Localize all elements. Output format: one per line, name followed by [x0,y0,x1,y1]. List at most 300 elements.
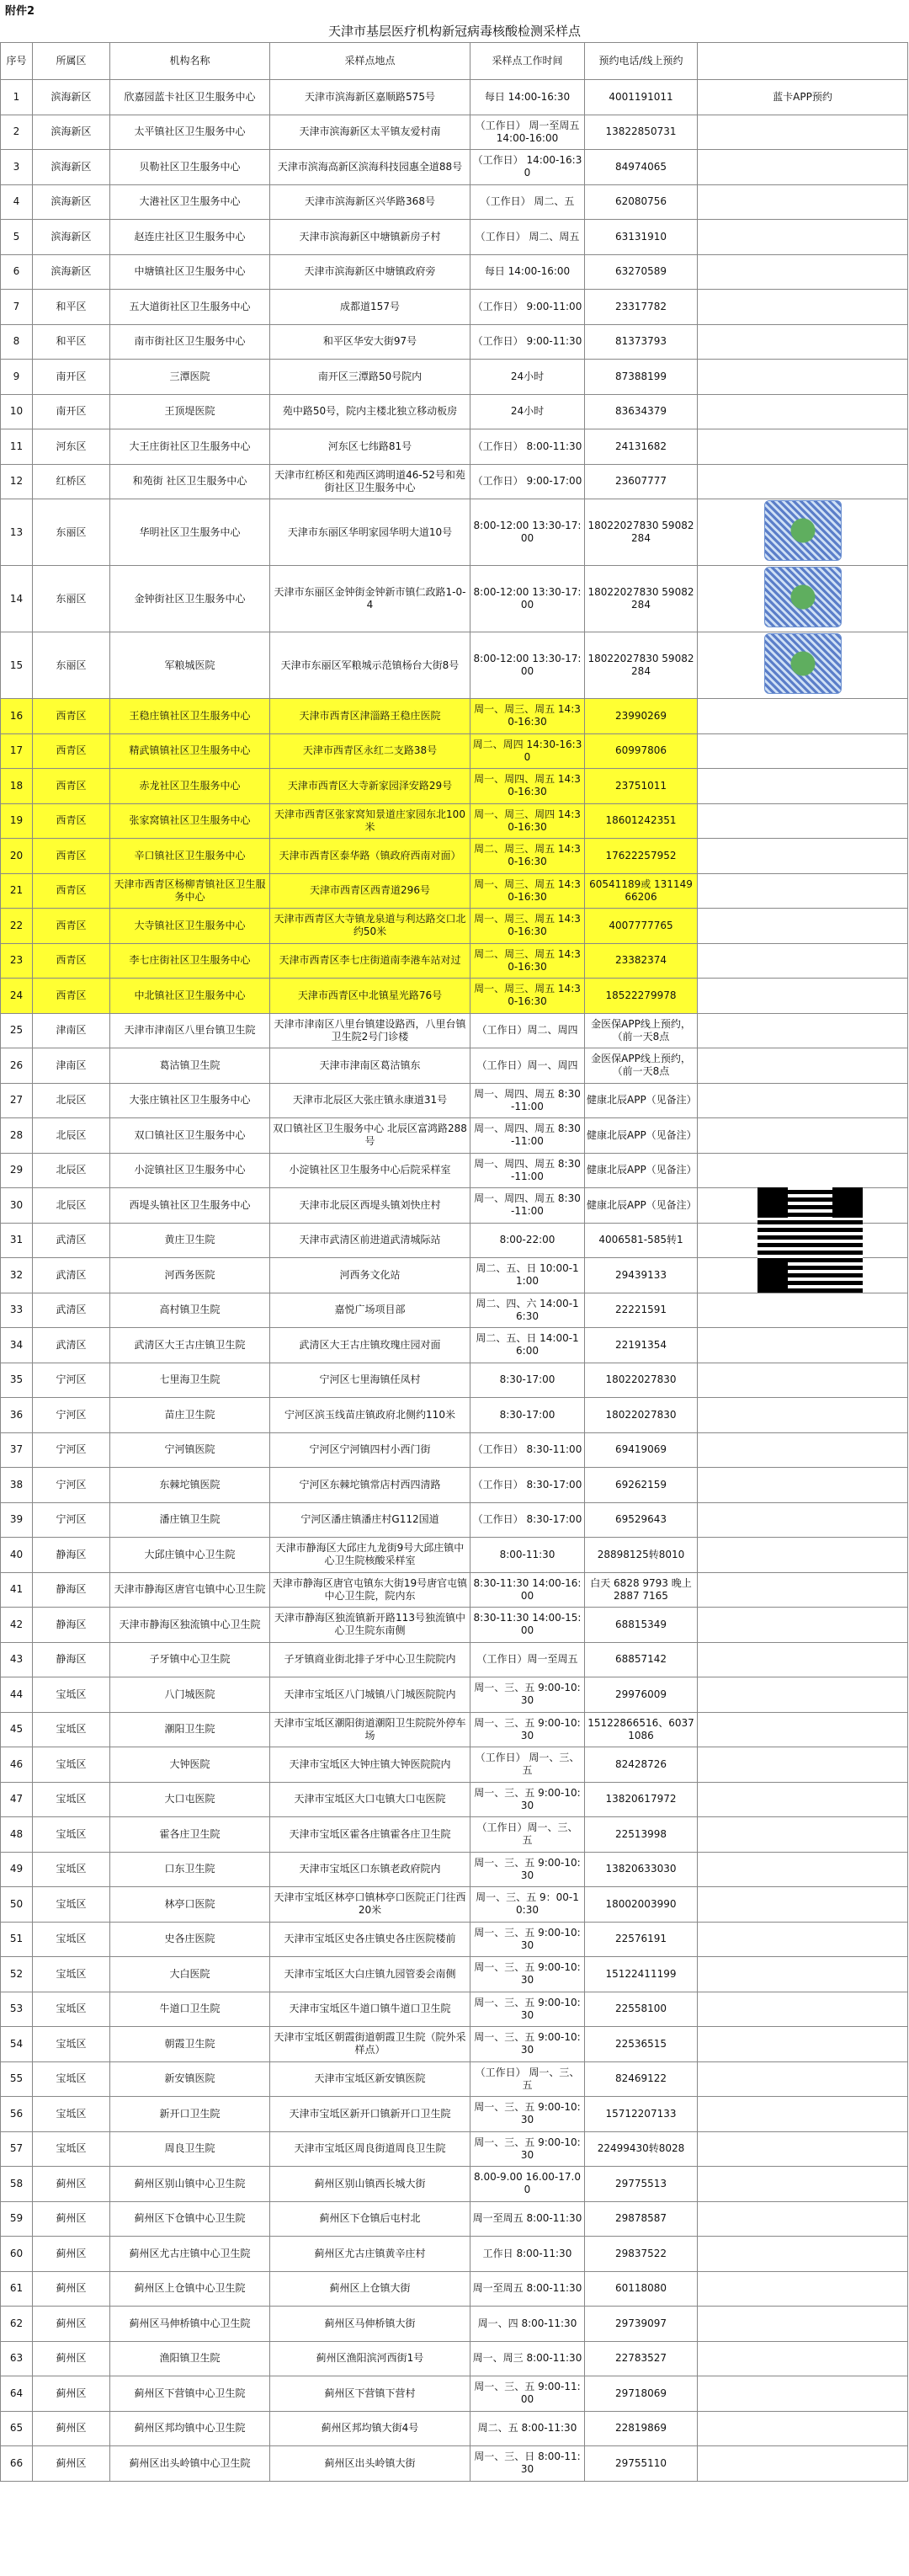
cell-no: 29 [1,1153,33,1188]
cell-hours: 周一、三、五 9:00-10:30 [470,1677,585,1713]
cell-org: 天津市西青区杨柳青镇社区卫生服务中心 [110,873,270,909]
table-row [1,499,908,566]
table-row [1,803,908,839]
cell-phone: 29775513 [585,2167,698,2202]
attachment-label: 附件2 [5,5,35,18]
table-row [1,1747,908,1783]
cell-hours: 周一、周四、周五 8:30-11:00 [470,1118,585,1154]
cell-no: 21 [1,873,33,909]
cell-district: 西青区 [33,803,110,839]
cell-addr: 双口镇社区卫生服务中心 北辰区富鸿路288号 [270,1118,470,1154]
table-row [1,769,908,804]
cell-hours: 周一、三、五 9:00-11:00 [470,2376,585,2412]
cell-hours: 周二、周四 14:30-16:30 [470,733,585,769]
table-row [1,115,908,150]
cell-hours: 周一、周四、周五 8:30-11:00 [470,1188,585,1224]
cell-extra [698,1642,908,1677]
cell-no: 49 [1,1852,33,1887]
cell-district: 宝坻区 [33,2027,110,2062]
cell-district: 北辰区 [33,1118,110,1154]
cell-phone: 18022027830 59082284 [585,566,698,632]
table-row [1,1887,908,1923]
cell-addr: 宁河区东棘坨镇常店村西四清路 [270,1468,470,1503]
cell-hours: 周一至周五 8:00-11:30 [470,2201,585,2237]
cell-addr: 天津市宝坻区潮阳街道潮阳卫生院院外停车场 [270,1712,470,1747]
cell-no: 34 [1,1328,33,1363]
cell-addr: 宁河区七里海镇任凤村 [270,1363,470,1398]
cell-org: 林亭口医院 [110,1887,270,1923]
cell-addr: 天津市滨海新区嘉顺路575号 [270,80,470,115]
cell-extra [698,2061,908,2097]
cell-addr: 蓟州区出头岭镇大街 [270,2446,470,2482]
cell-hours: （工作日） 周二、五 [470,184,585,220]
cell-district: 宁河区 [33,1502,110,1538]
cell-org: 大白医院 [110,1957,270,1992]
cell-no: 50 [1,1887,33,1923]
cell-addr: 天津市东丽区华明家园华明大道10号 [270,499,470,566]
cell-phone: 4001191011 [585,80,698,115]
cell-addr: 天津市宝坻区牛道口镇牛道口卫生院 [270,1992,470,2027]
cell-addr: 天津市滨海新区中塘镇新房子村 [270,220,470,255]
cell-hours: 8:30-11:30 14:00-15:00 [470,1608,585,1643]
cell-district: 津南区 [33,1048,110,1084]
cell-phone: 29837522 [585,2237,698,2272]
cell-addr: 蓟州区邦均镇大街4号 [270,2411,470,2446]
cell-phone: 29739097 [585,2307,698,2342]
cell-org: 大邱庄镇中心卫生院 [110,1538,270,1573]
cell-no: 62 [1,2307,33,2342]
cell-extra [698,360,908,395]
cell-extra [698,1083,908,1118]
cell-district: 西青区 [33,733,110,769]
cell-no: 30 [1,1188,33,1224]
cell-extra [698,429,908,465]
cell-extra [698,566,908,632]
cell-org: 新开口卫生院 [110,2097,270,2132]
cell-phone: 29976009 [585,1677,698,1713]
cell-district: 滨海新区 [33,80,110,115]
cell-phone: 22536515 [585,2027,698,2062]
cell-phone: 17622257952 [585,839,698,874]
cell-addr: 小淀镇社区卫生服务中心后院采样室 [270,1153,470,1188]
table-row [1,839,908,874]
cell-phone: 23317782 [585,290,698,325]
table-row [1,2201,908,2237]
cell-addr: 天津市宝坻区八门城镇八门城医院院内 [270,1677,470,1713]
table-row [1,1642,908,1677]
cell-phone: 18022027830 [585,1398,698,1433]
cell-district: 静海区 [33,1538,110,1573]
cell-phone: 29718069 [585,2376,698,2412]
cell-extra [698,220,908,255]
cell-no: 18 [1,769,33,804]
cell-phone: 82469122 [585,2061,698,2097]
table-row [1,184,908,220]
cell-hours: （工作日）周二、周四 [470,1013,585,1048]
cell-hours: 8:30-17:00 [470,1363,585,1398]
table-row [1,1363,908,1398]
cell-phone: 29878587 [585,2201,698,2237]
cell-org: 口东卫生院 [110,1852,270,1887]
cell-hours: 周一、周三、周四 14:30-16:30 [470,803,585,839]
cell-hours: 8.00-9.00 16.00-17.00 [470,2167,585,2202]
cell-hours: （工作日） 8:30-17:00 [470,1502,585,1538]
cell-extra [698,1957,908,1992]
cell-org: 河西务医院 [110,1258,270,1293]
table-row [1,1817,908,1853]
cell-org: 牛道口卫生院 [110,1992,270,2027]
table-row [1,2307,908,2342]
cell-addr: 蓟州区尤古庄镇黄辛庄村 [270,2237,470,2272]
cell-extra [698,184,908,220]
cell-phone: 18002003990 [585,1887,698,1923]
cell-org: 八门城医院 [110,1677,270,1713]
qr-code-icon [764,633,842,694]
header-no: 序号 [1,43,33,80]
cell-org: 蓟州区邦均镇中心卫生院 [110,2411,270,2446]
cell-hours: 周一、周三、周五 14:30-16:30 [470,873,585,909]
cell-addr: 天津市静海区大邱庄九龙街9号大邱庄镇中心卫生院核酸采样室 [270,1538,470,1573]
cell-org: 军粮城医院 [110,632,270,699]
cell-addr: 天津市东丽区金钟街金钟新市镇仁政路1-0-4 [270,566,470,632]
header-phone: 预约电话/线上预约 [585,43,698,80]
cell-phone: 13822850731 [585,115,698,150]
table-row [1,1782,908,1817]
table-row [1,632,908,699]
cell-org: 贝勒社区卫生服务中心 [110,150,270,185]
cell-addr: 天津市滨海高新区滨海科技园惠全道88号 [270,150,470,185]
cell-no: 8 [1,324,33,360]
cell-no: 44 [1,1677,33,1713]
cell-addr: 成都道157号 [270,290,470,325]
cell-org: 大寺镇社区卫生服务中心 [110,909,270,944]
table-row [1,394,908,429]
cell-hours: 周一、周三、周五 14:30-16:30 [470,699,585,734]
table-row [1,1538,908,1573]
cell-hours: 周一、周三、周五 14:30-16:30 [470,909,585,944]
cell-no: 65 [1,2411,33,2446]
cell-extra [698,769,908,804]
cell-no: 19 [1,803,33,839]
cell-addr: 天津市静海区唐官屯镇东大街19号唐官屯镇中心卫生院，院内东 [270,1572,470,1608]
cell-no: 46 [1,1747,33,1783]
table-row [1,1502,908,1538]
cell-extra [698,1153,908,1188]
cell-extra [698,2131,908,2167]
cell-extra [698,909,908,944]
cell-hours: 周二、五 8:00-11:30 [470,2411,585,2446]
cell-no: 17 [1,733,33,769]
cell-no: 61 [1,2271,33,2307]
cell-extra [698,1677,908,1713]
table-row [1,909,908,944]
jiankang-beichen-qr-icon [758,1187,863,1293]
cell-hours: （工作日） 8:00-11:30 [470,429,585,465]
cell-org: 蓟州区尤古庄镇中心卫生院 [110,2237,270,2272]
table-row [1,2097,908,2132]
cell-org: 周良卫生院 [110,2131,270,2167]
table-row [1,1328,908,1363]
cell-district: 宝坻区 [33,1887,110,1923]
cell-org: 大口屯医院 [110,1782,270,1817]
cell-org: 西堤头镇社区卫生服务中心 [110,1188,270,1224]
cell-hours: 每日 14:00-16:00 [470,254,585,290]
cell-hours: （工作日） 9:00-11:00 [470,290,585,325]
cell-org: 赤龙社区卫生服务中心 [110,769,270,804]
cell-district: 滨海新区 [33,150,110,185]
cell-district: 东丽区 [33,499,110,566]
cell-org: 黄庄卫生院 [110,1223,270,1258]
cell-org: 三潭医院 [110,360,270,395]
cell-addr: 嘉悦广场项目部 [270,1293,470,1328]
cell-district: 和平区 [33,290,110,325]
cell-district: 西青区 [33,699,110,734]
cell-phone: 22576191 [585,1922,698,1957]
cell-addr: 天津市滨海新区中塘镇政府旁 [270,254,470,290]
cell-addr: 天津市西青区中北镇星光路76号 [270,979,470,1014]
cell-district: 宝坻区 [33,1992,110,2027]
table-row [1,1992,908,2027]
cell-phone: 18522279978 [585,979,698,1014]
table-row [1,1572,908,1608]
table-row [1,1677,908,1713]
cell-addr: 天津市武清区前进道武清城际站 [270,1223,470,1258]
cell-hours: 24小时 [470,360,585,395]
cell-district: 宁河区 [33,1363,110,1398]
cell-addr: 天津市宝坻区大口屯镇大口屯医院 [270,1782,470,1817]
cell-phone: 23382374 [585,943,698,979]
cell-no: 53 [1,1992,33,2027]
cell-org: 天津市静海区唐官屯镇中心卫生院 [110,1572,270,1608]
cell-hours: （工作日） 周一至周五 14:00-16:00 [470,115,585,150]
cell-phone: 29439133 [585,1258,698,1293]
header-extra [698,43,908,80]
cell-phone: 18022027830 59082284 [585,499,698,566]
table-row [1,1048,908,1084]
cell-extra [698,1363,908,1398]
cell-district: 宁河区 [33,1468,110,1503]
cell-hours: （工作日） 8:30-17:00 [470,1468,585,1503]
cell-addr: 蓟州区下营镇下营村 [270,2376,470,2412]
table-row [1,2411,908,2446]
cell-addr: 天津市西青区大寺新家园泽安路29号 [270,769,470,804]
cell-hours: 每日 14:00-16:30 [470,80,585,115]
cell-district: 西青区 [33,839,110,874]
cell-addr: 天津市北辰区西堤头镇刘快庄村 [270,1188,470,1224]
cell-addr: 天津市宝坻区新开口镇新开口卫生院 [270,2097,470,2132]
table-row [1,2446,908,2482]
cell-extra [698,150,908,185]
cell-no: 41 [1,1572,33,1608]
cell-no: 1 [1,80,33,115]
cell-no: 38 [1,1468,33,1503]
cell-phone: 84974065 [585,150,698,185]
cell-no: 48 [1,1817,33,1853]
cell-addr: 天津市静海区独流镇新开路113号独流镇中心卫生院东南侧 [270,1608,470,1643]
cell-org: 中北镇社区卫生服务中心 [110,979,270,1014]
cell-hours: 周一、三、五 9：00-10:30 [470,1887,585,1923]
table-row [1,2341,908,2376]
cell-org: 金钟街社区卫生服务中心 [110,566,270,632]
cell-addr: 天津市津南区八里台镇建设路西，八里台镇卫生院2号门诊楼 [270,1013,470,1048]
table-row [1,2237,908,2272]
cell-hours: 周一、三、五 9:00-10:30 [470,1712,585,1747]
cell-hours: （工作日） 8:30-11:00 [470,1432,585,1468]
cell-phone: 29755110 [585,2446,698,2482]
cell-extra [698,1817,908,1853]
cell-addr: 蓟州区渔阳滨河西街1号 [270,2341,470,2376]
cell-org: 子牙镇中心卫生院 [110,1642,270,1677]
cell-no: 20 [1,839,33,874]
cell-no: 2 [1,115,33,150]
qr-code-icon [764,567,842,627]
cell-phone: 22191354 [585,1328,698,1363]
cell-org: 朝霞卫生院 [110,2027,270,2062]
table-row [1,979,908,1014]
cell-no: 47 [1,1782,33,1817]
cell-org: 七里海卫生院 [110,1363,270,1398]
cell-district: 静海区 [33,1572,110,1608]
cell-no: 27 [1,1083,33,1118]
header-hours: 采样点工作时间 [470,43,585,80]
cell-addr: 苑中路50号，院内主楼北独立移动板房 [270,394,470,429]
cell-addr: 子牙镇商业街北排子牙中心卫生院院内 [270,1642,470,1677]
cell-addr: 蓟州区别山镇西长城大街 [270,2167,470,2202]
cell-org: 天津市津南区八里台镇卫生院 [110,1013,270,1048]
cell-extra [698,1048,908,1084]
table-row [1,324,908,360]
cell-extra [698,2271,908,2307]
cell-addr: 天津市津南区葛沽镇东 [270,1048,470,1084]
table-row [1,943,908,979]
cell-hours: 周一、三、五 9:00-10:30 [470,1957,585,1992]
cell-phone: 69529643 [585,1502,698,1538]
cell-no: 4 [1,184,33,220]
cell-phone: 13820617972 [585,1782,698,1817]
table-row [1,1293,908,1328]
cell-phone: 62080756 [585,184,698,220]
cell-district: 宝坻区 [33,2131,110,2167]
cell-extra [698,943,908,979]
table-row [1,2131,908,2167]
cell-phone: 23990269 [585,699,698,734]
cell-hours: 周二、五、日 10:00-11:00 [470,1258,585,1293]
cell-org: 霍各庄卫生院 [110,1817,270,1853]
cell-hours: （工作日） 14:00-16:30 [470,150,585,185]
cell-phone: 24131682 [585,429,698,465]
cell-addr: 天津市西青区李七庄街道南李港车站对过 [270,943,470,979]
cell-district: 蓟州区 [33,2271,110,2307]
cell-hours: 8:00-12:00 13:30-17:00 [470,632,585,699]
cell-org: 蓟州区下营镇中心卫生院 [110,2376,270,2412]
cell-addr: 天津市滨海新区太平镇友爱村南 [270,115,470,150]
cell-extra [698,2097,908,2132]
cell-district: 宝坻区 [33,2061,110,2097]
cell-hours: （工作日） 9:00-11:30 [470,324,585,360]
table-row [1,360,908,395]
cell-phone: 22558100 [585,1992,698,2027]
cell-addr: 天津市西青区西青道296号 [270,873,470,909]
cell-org: 渔阳镇卫生院 [110,2341,270,2376]
cell-district: 西青区 [33,943,110,979]
cell-district: 宝坻区 [33,1922,110,1957]
cell-district: 宝坻区 [33,1957,110,1992]
cell-no: 43 [1,1642,33,1677]
cell-addr: 天津市西青区永红二支路38号 [270,733,470,769]
cell-phone: 4007777765 [585,909,698,944]
table-row [1,1013,908,1048]
cell-no: 22 [1,909,33,944]
header-district: 所属区 [33,43,110,80]
cell-no: 26 [1,1048,33,1084]
cell-phone: 63270589 [585,254,698,290]
table-row [1,1608,908,1643]
cell-extra [698,699,908,734]
cell-phone: 69262159 [585,1468,698,1503]
cell-org: 欣嘉园蓝卡社区卫生服务中心 [110,80,270,115]
table-row [1,2271,908,2307]
cell-addr: 天津市西青区张家窝知景道庄家园东北100米 [270,803,470,839]
cell-district: 蓟州区 [33,2376,110,2412]
cell-no: 51 [1,1922,33,1957]
cell-no: 64 [1,2376,33,2412]
cell-district: 宝坻区 [33,1852,110,1887]
cell-extra [698,2341,908,2376]
cell-district: 东丽区 [33,632,110,699]
cell-org: 武清区大王古庄镇卫生院 [110,1328,270,1363]
cell-phone: 金医保APP线上预约，（前一天8点 [585,1013,698,1048]
cell-no: 54 [1,2027,33,2062]
cell-no: 32 [1,1258,33,1293]
cell-addr: 天津市西青区泰华路（镇政府西南对面） [270,839,470,874]
cell-district: 武清区 [33,1258,110,1293]
cell-extra [698,2307,908,2342]
cell-phone: 63131910 [585,220,698,255]
cell-phone: 87388199 [585,360,698,395]
cell-no: 39 [1,1502,33,1538]
cell-addr: 河东区七纬路81号 [270,429,470,465]
cell-district: 北辰区 [33,1188,110,1224]
cell-hours: 周一、三、五 9:00-10:30 [470,1852,585,1887]
cell-org: 蓟州区下仓镇中心卫生院 [110,2201,270,2237]
cell-addr: 天津市宝坻区朝霞街道朝霞卫生院（院外采样点） [270,2027,470,2062]
cell-addr: 天津市滨海新区兴华路368号 [270,184,470,220]
cell-no: 25 [1,1013,33,1048]
cell-org: 蓟州区上仓镇中心卫生院 [110,2271,270,2307]
table-row [1,2167,908,2202]
table-row [1,290,908,325]
cell-no: 55 [1,2061,33,2097]
cell-district: 宝坻区 [33,1782,110,1817]
header-row [1,43,908,80]
cell-district: 宝坻区 [33,1677,110,1713]
table-row [1,1957,908,1992]
cell-no: 52 [1,1957,33,1992]
cell-phone: 18601242351 [585,803,698,839]
cell-extra [698,1608,908,1643]
table-row [1,1852,908,1887]
cell-extra [698,499,908,566]
cell-org: 太平镇社区卫生服务中心 [110,115,270,150]
cell-extra [698,2167,908,2202]
cell-extra [698,1782,908,1817]
cell-addr: 天津市宝坻区史各庄镇史各庄医院楼前 [270,1922,470,1957]
cell-district: 蓟州区 [33,2307,110,2342]
cell-district: 蓟州区 [33,2341,110,2376]
cell-no: 23 [1,943,33,979]
cell-addr: 天津市红桥区和苑西区鸿明道46-52号和苑街社区卫生服务中心 [270,464,470,499]
cell-extra [698,115,908,150]
